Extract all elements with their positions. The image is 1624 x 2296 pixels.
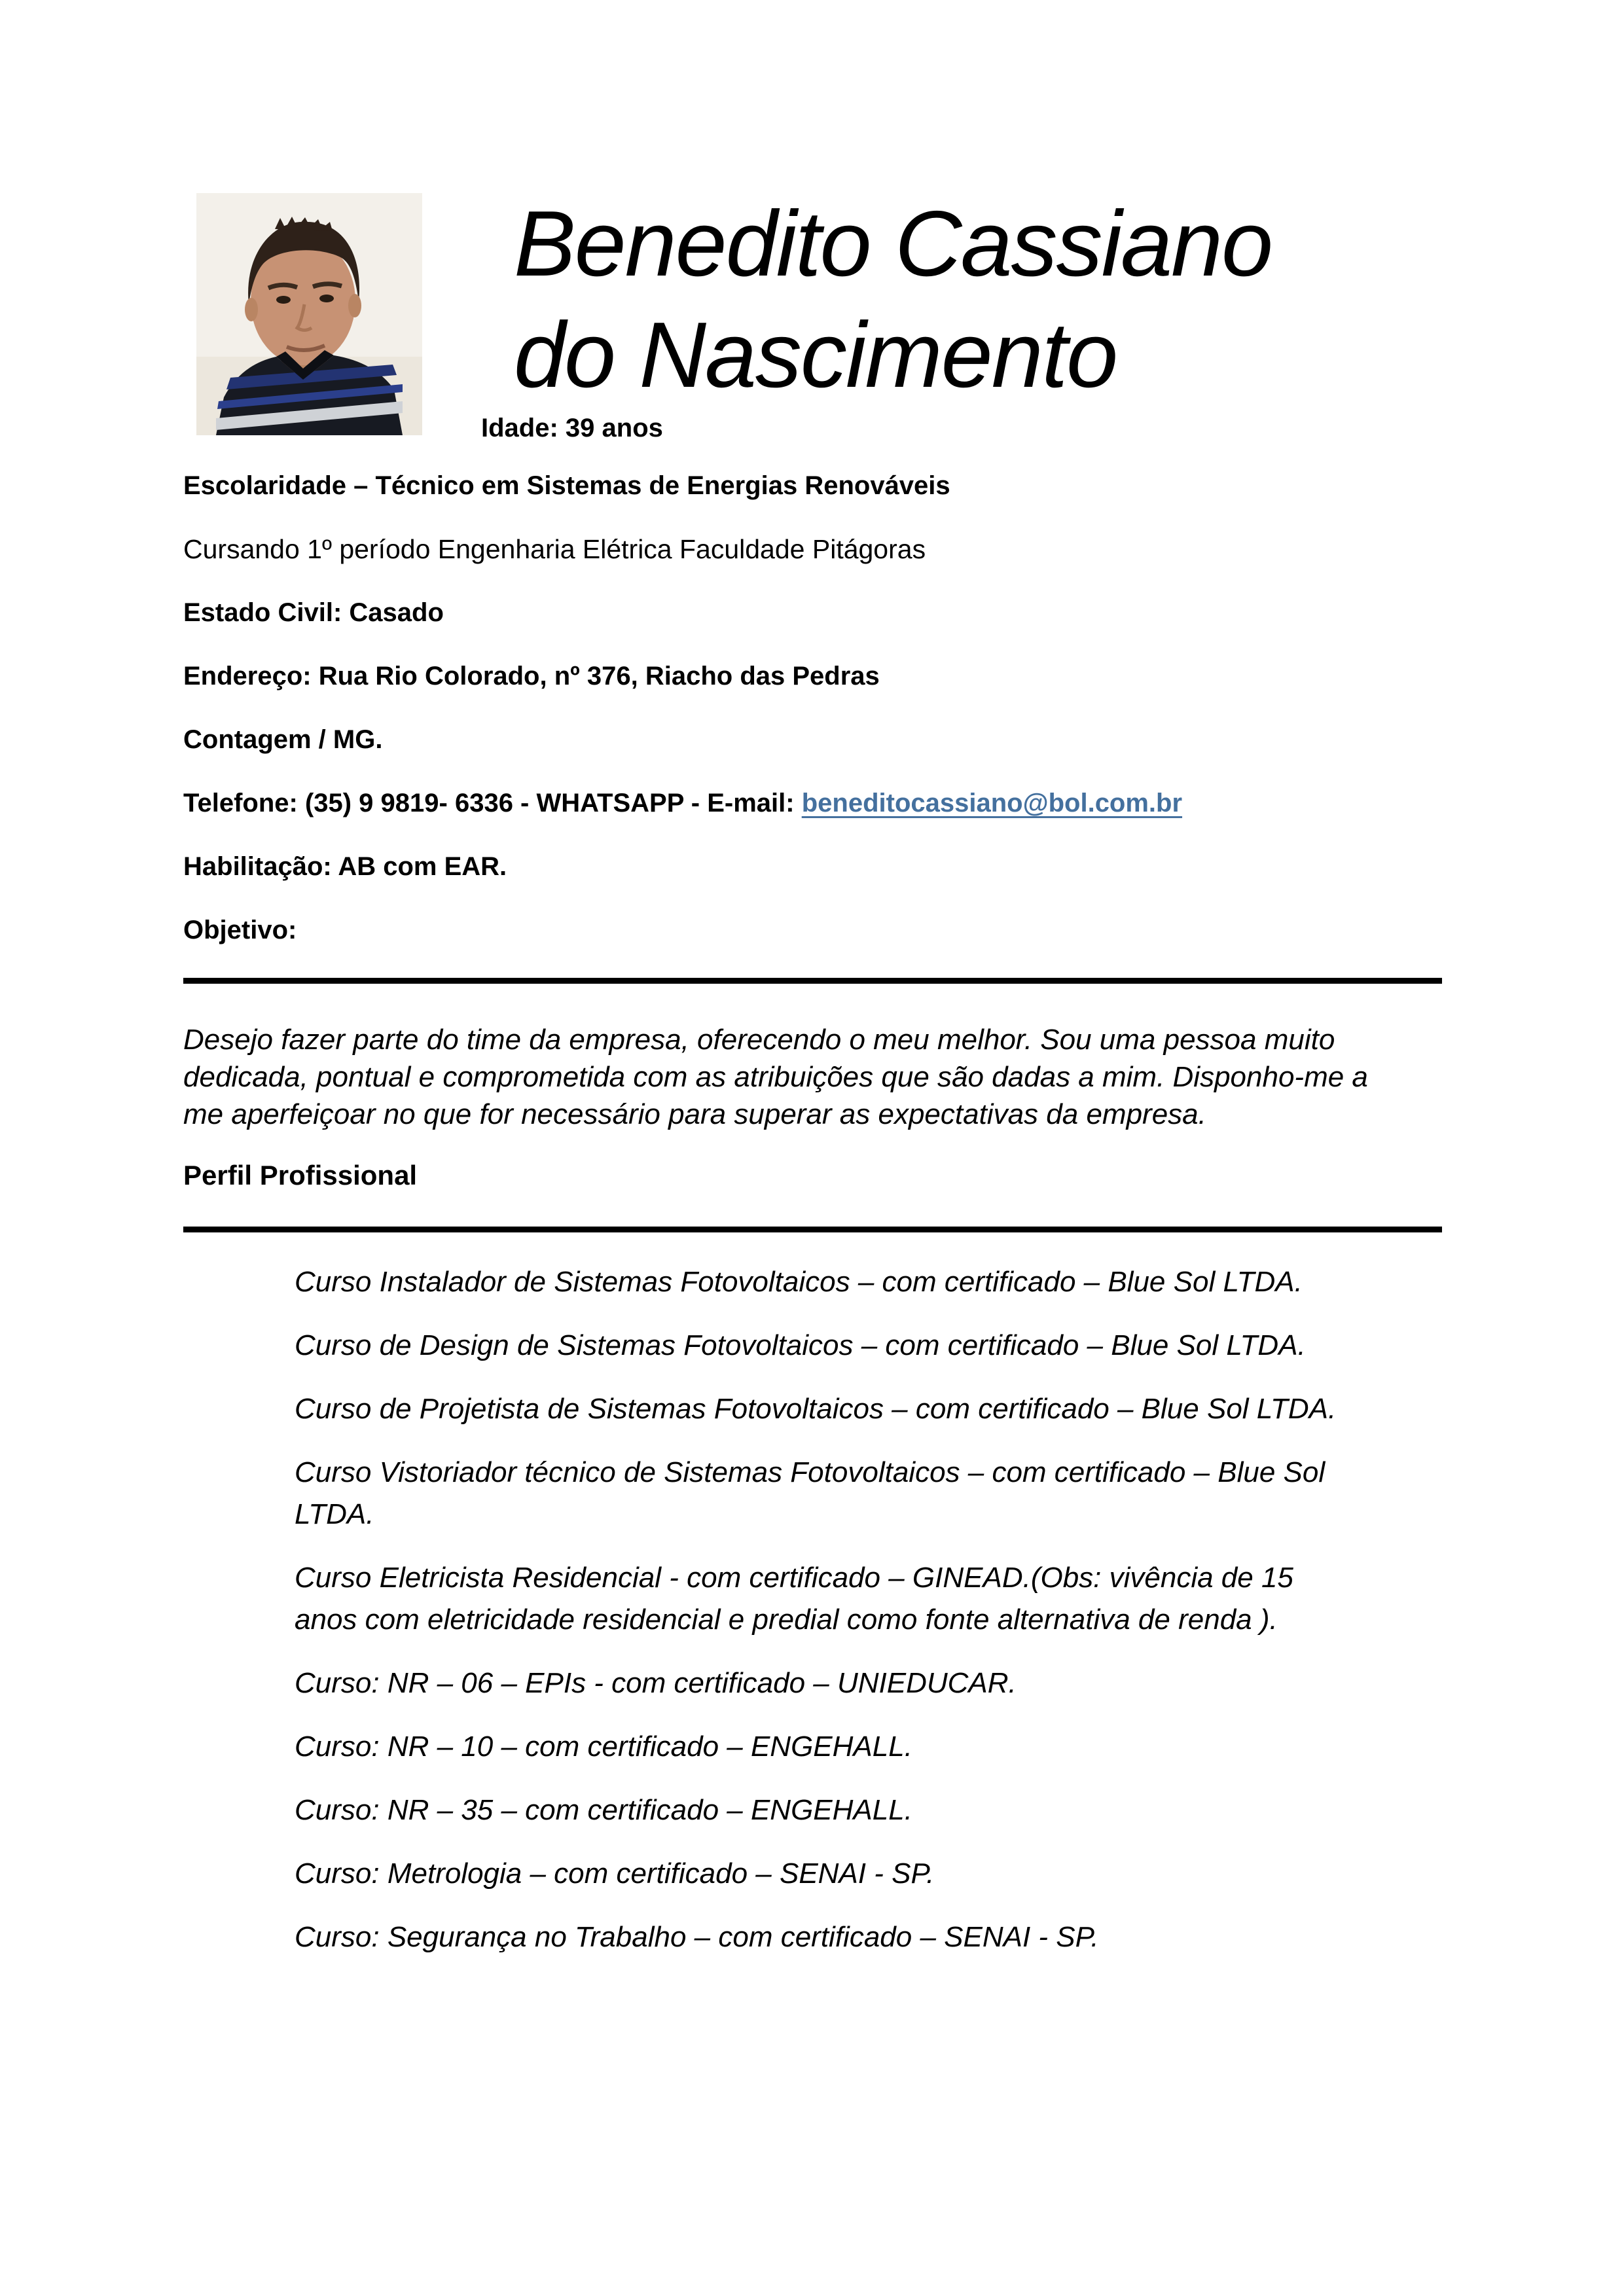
- list-item: [295, 1557, 1442, 1641]
- endereco-line: Endereço: Rua Rio Colorado, nº 376, Riacho das Pedras: [183, 662, 880, 691]
- course-text: Curso: NR – 35 – com certificado – ENGEHALL.: [295, 1794, 912, 1826]
- course-text: Curso de Projetista de Sistemas Fotovoltaicos – com certificado – Blue Sol LTDA.: [295, 1393, 1337, 1425]
- cidade-line: Contagem / MG.: [183, 725, 383, 754]
- contact-info-block: [183, 470, 1442, 946]
- course-text: anos com eletricidade residencial e predial como fonte alternativa de renda ).: [295, 1604, 1278, 1636]
- course-text: Curso: NR – 10 – com certificado – ENGEHALL.: [295, 1731, 912, 1763]
- habilitacao-line: Habilitação: AB com EAR.: [183, 852, 507, 881]
- list-item: [295, 1789, 1442, 1831]
- objective-paragraph: [183, 1021, 1442, 1133]
- list-item: [295, 1452, 1442, 1535]
- main-content: [183, 470, 1442, 1980]
- name-line-1: Benedito Cassiano: [514, 192, 1272, 296]
- course-text: Curso: NR – 06 – EPIs - com certificado – UNIEDUCAR.: [295, 1667, 1017, 1699]
- cursando-line: Cursando 1º período Engenharia Elétrica Faculdade Pitágoras: [183, 534, 926, 564]
- course-text: Curso Instalador de Sistemas Fotovoltaicos – com certificado – Blue Sol LTDA.: [295, 1266, 1303, 1298]
- objective-line-1: Desejo fazer parte do time da empresa, oferecendo o meu melhor. Sou uma pessoa muito: [183, 1024, 1335, 1056]
- estado-civil-line: Estado Civil: Casado: [183, 598, 444, 627]
- list-item: [295, 1853, 1442, 1895]
- objective-line-2: dedicada, pontual e comprometida com as atribuições que são dadas a mim. Disponho-me a: [183, 1061, 1368, 1093]
- telefone-line: [183, 787, 1442, 819]
- escolaridade-line: Escolaridade – Técnico em Sistemas de Energias Renováveis: [183, 471, 950, 500]
- course-list: [183, 1261, 1442, 1958]
- list-item: [295, 1261, 1442, 1303]
- list-item: [295, 1916, 1442, 1958]
- list-item: [295, 1726, 1442, 1768]
- course-text: Curso Eletricista Residencial - com certificado – GINEAD.(Obs: vivência de 15: [295, 1562, 1293, 1594]
- course-text: Curso: Metrologia – com certificado – SENAI - SP.: [295, 1857, 935, 1890]
- section-title-perfil-profissional: Perfil Profissional: [183, 1160, 418, 1191]
- list-item: [295, 1388, 1442, 1430]
- name-line-2: do Nascimento: [514, 303, 1117, 407]
- horizontal-rule-bottom: [183, 1227, 1442, 1232]
- course-text: Curso: Segurança no Trabalho – com certificado – SENAI - SP.: [295, 1921, 1099, 1953]
- course-text: Curso de Design de Sistemas Fotovoltaicos – com certificado – Blue Sol LTDA.: [295, 1329, 1306, 1361]
- email-link[interactable]: beneditocassiano@bol.com.br: [801, 789, 1183, 817]
- objective-line-3: me aperfeiçoar no que for necessário para superar as expectativas da empresa.: [183, 1098, 1206, 1130]
- portrait-photo: [196, 193, 422, 435]
- course-text: Curso Vistoriador técnico de Sistemas Fotovoltaicos – com certificado – Blue Sol: [295, 1456, 1326, 1488]
- telefone-prefix: Telefone: (35) 9 9819- 6336 - WHATSAPP - E-mail:: [183, 789, 802, 817]
- age-line: Idade: 39 anos: [481, 414, 663, 442]
- horizontal-rule-top: [183, 978, 1442, 984]
- objetivo-label: Objetivo:: [183, 916, 297, 944]
- list-item: [295, 1325, 1442, 1367]
- course-text: LTDA.: [295, 1498, 374, 1530]
- page-title: [514, 188, 1272, 411]
- list-item: [295, 1662, 1442, 1704]
